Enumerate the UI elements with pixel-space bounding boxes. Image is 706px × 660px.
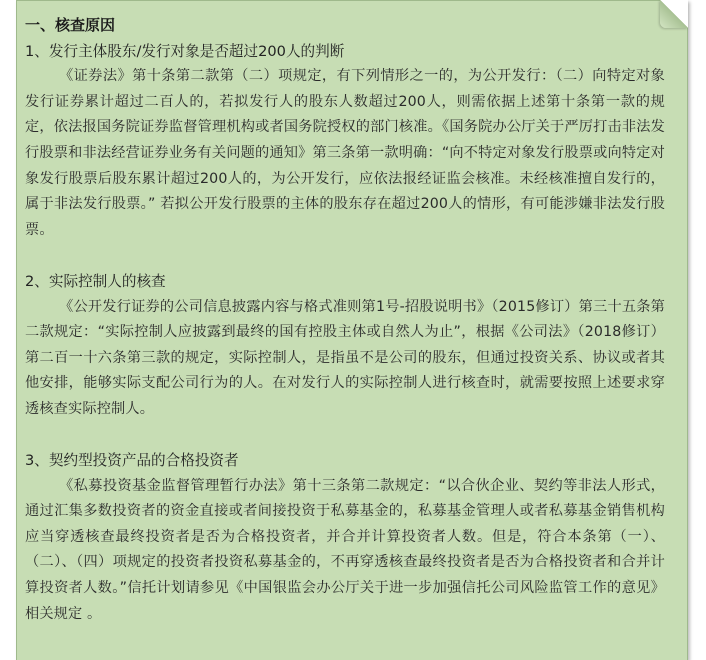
sticky-note-panel <box>16 0 688 660</box>
paragraph-gap <box>25 423 665 449</box>
section-heading: 一、核查原因 <box>25 16 116 34</box>
paragraph-gap <box>25 243 665 269</box>
item-2-title: 2、实际控制人的核查 <box>25 272 166 290</box>
item-3-body: 《私募投资基金监督管理暂行办法》第十三条第二款规定：“以合伙企业、契约等非法人形式，通过汇集多数投资者的资金直接或者间接投资于私募基金的，私募基金管理人或者私募基金销售机构应当穿透核查最终投资者是否为合格投资者，并合并计算投资者人数。但是，符合本条第（一）、（二）、（四）项规定的投资者投资私募基金的，不再穿透核查最终投资者是否为合格投资者和合并计算投资者人数。”信托计划请参见《中国银监会办公厅关于进一步加强信托公司风险监管工作的意见》相关规定 。 <box>25 477 665 622</box>
item-3-title: 3、契约型投资产品的合格投资者 <box>25 452 239 470</box>
item-1-title: 1、发行主体股东/发行对象是否超过200人的判断 <box>25 42 345 60</box>
item-2-body: 《公开发行证券的公司信息披露内容与格式准则第1号-招股说明书》（2015修订）第三十五条第二款规定：“实际控制人应披露到最终的国有控股主体或自然人为止”，根据《公司法》（2018修订）第二百一十六条第三款的规定，实际控制人，是指虽不是公司的股东，但通过投资关系、协议或者其他安排，能够实际支配公司行为的人。在对发行人的实际控制人进行核查时，就需要按照上述要求穿透核查实际控制人。 <box>25 298 665 417</box>
note-content <box>25 13 665 627</box>
item-1-body: 《证券法》第十条第二款第（二）项规定，有下列情形之一的，为公开发行：（二）向特定对象发行证券累计超过二百人的，若拟发行人的股东人数超过200人，则需依据上述第十条第一款的规定，依法报国务院证券监督管理机构或者国务院授权的部门核准。《国务院办公厅关于严厉打击非法发行股票和非法经营证券业务有关问题的通知》第三条第一款明确：“向不特定对象发行股票或向特定对象发行股票后股东累计超过200人的，为公开发行，应依法报经证监会核准。未经核准擅自发行的，属于非法发行股票。” 若拟公开发行股票的主体的股东存在超过200人的情形，有可能涉嫌非法发行股票。 <box>25 68 665 238</box>
